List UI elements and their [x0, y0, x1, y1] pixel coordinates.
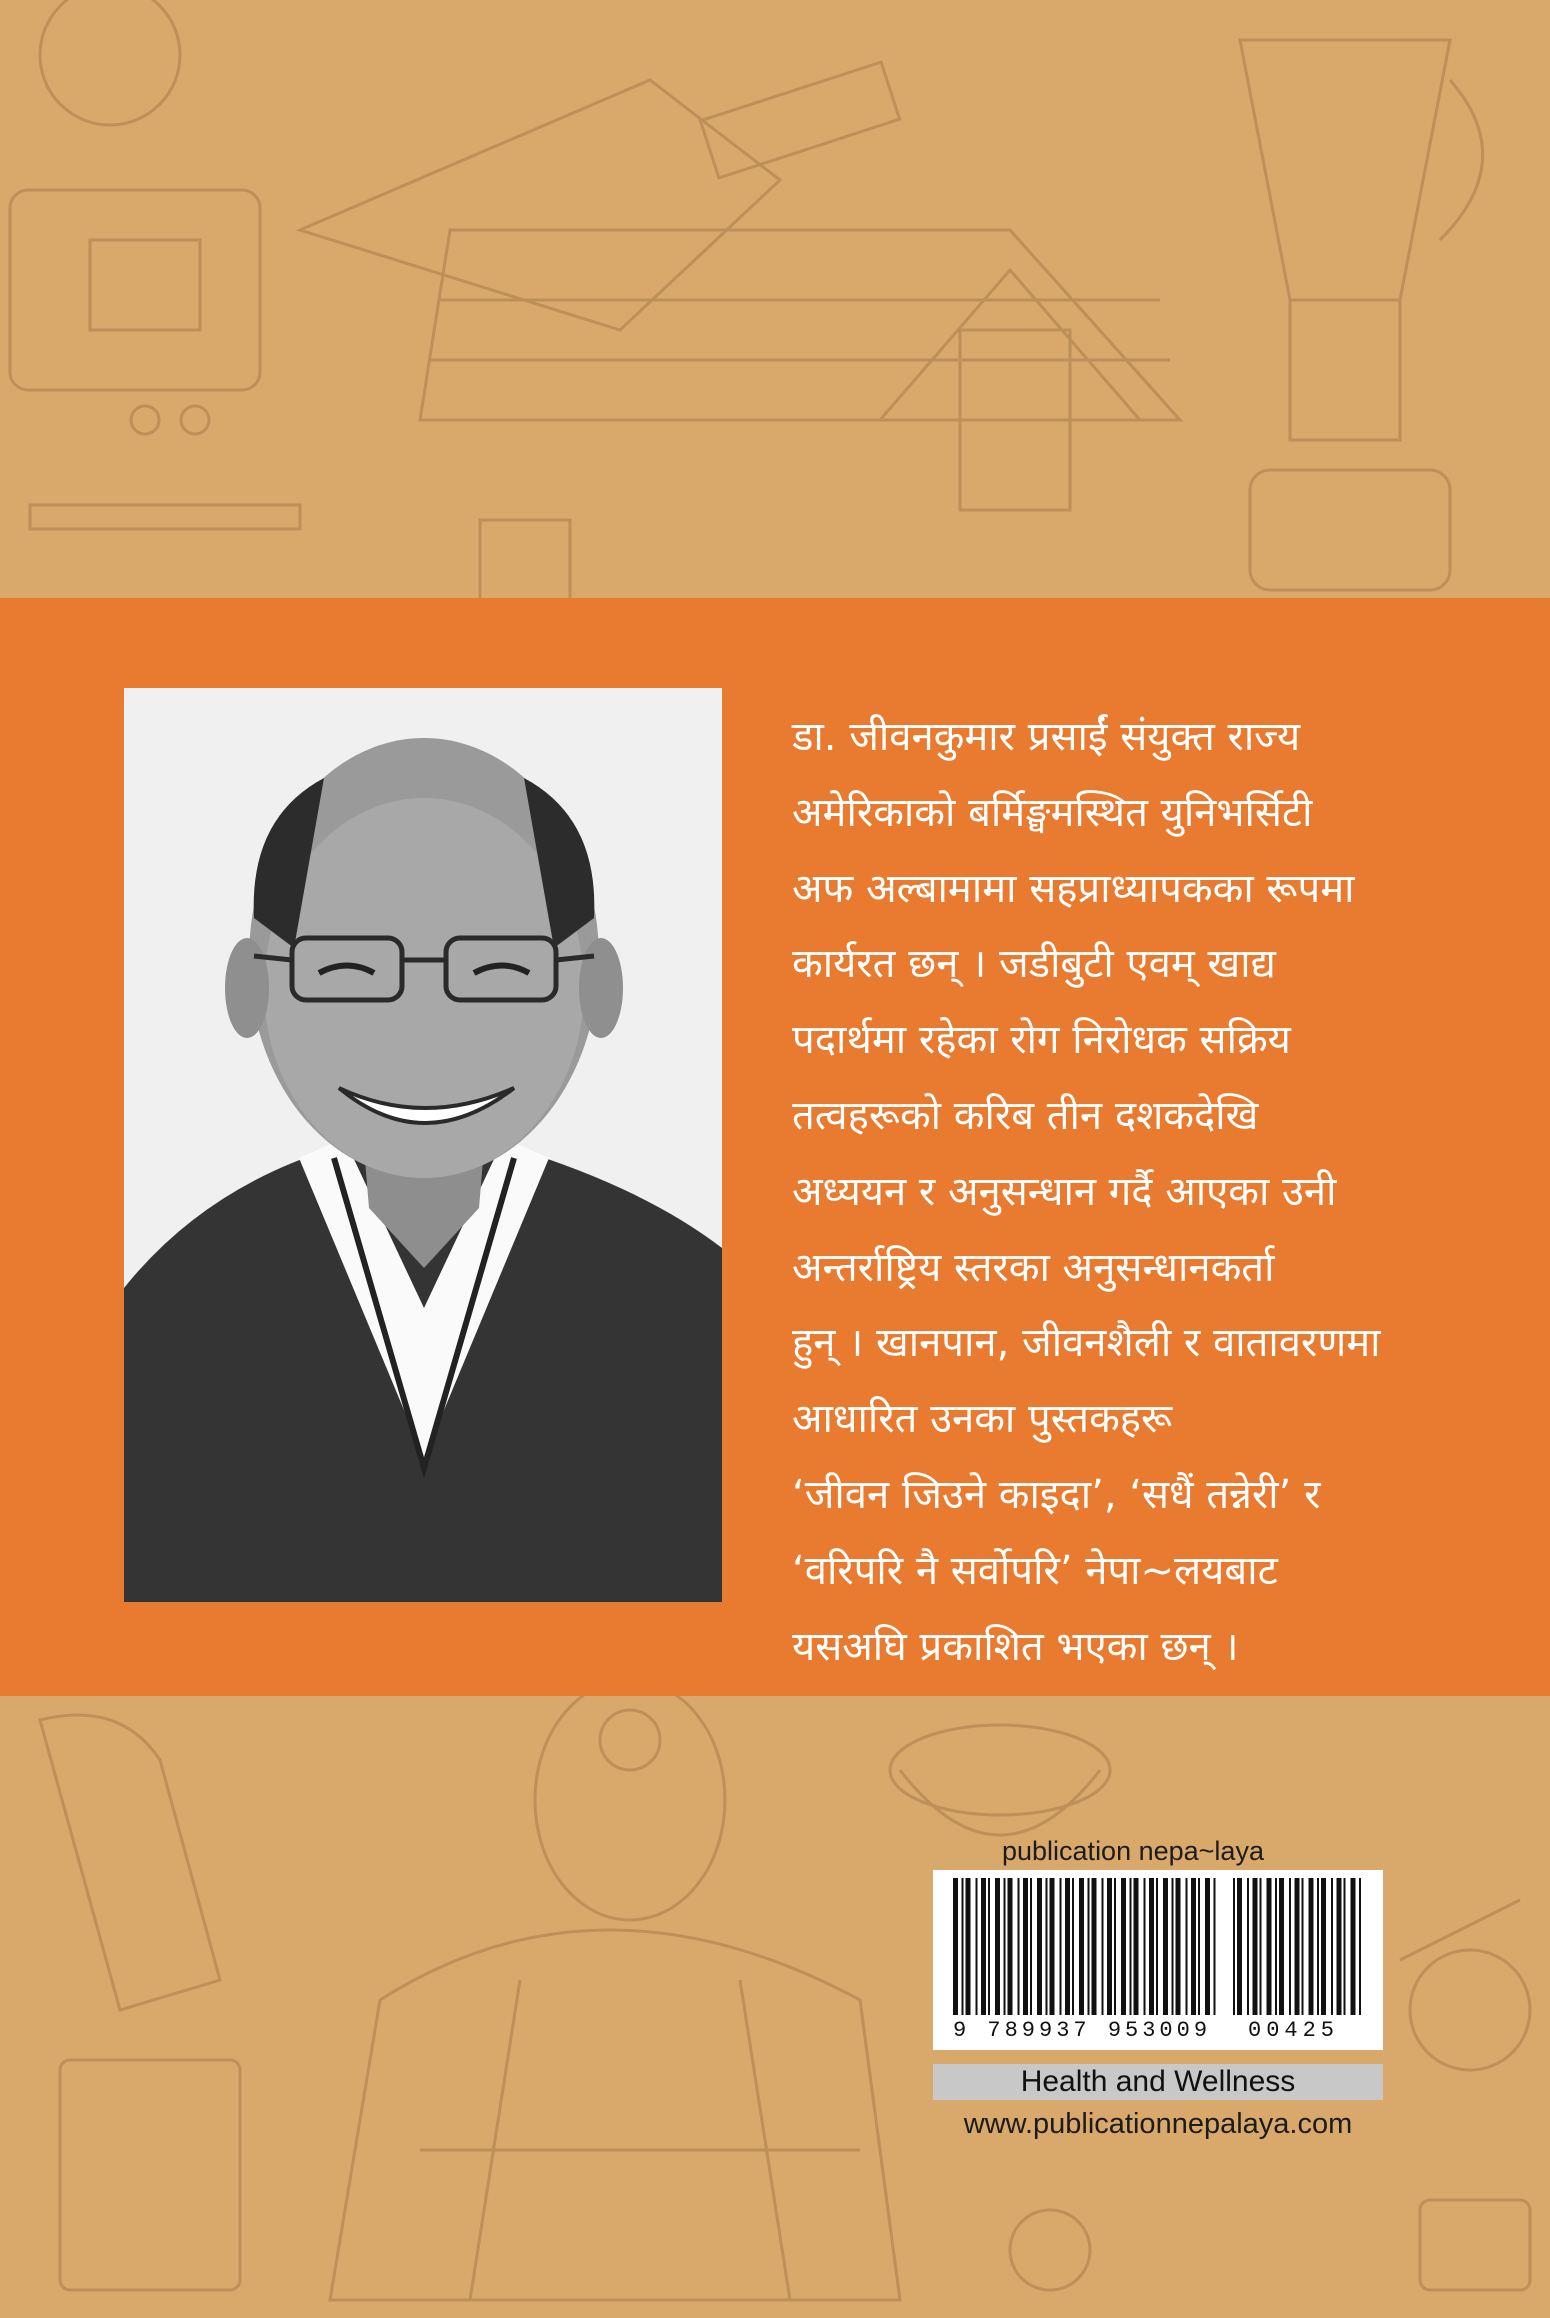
bio-line: अन्तर्राष्ट्रिय स्तरका अनुसन्धानकर्ता	[792, 1244, 1275, 1291]
barcode-bar	[1214, 1878, 1216, 2015]
barcode-bar	[1205, 1878, 1210, 2015]
barcode-bar	[962, 1878, 964, 2015]
bio-line: कार्यरत छन् । जडीबुटी एवम् खाद्य	[792, 941, 1276, 988]
bio-line: अमेरिकाको बर्मिङ्घमस्थित युनिभर्सिटी	[792, 789, 1313, 836]
bio-line: अध्ययन र अनुसन्धान गर्दै आएका उनी	[792, 1168, 1337, 1215]
barcode-bar	[1198, 1878, 1200, 2015]
bio-line: हुन् । खानपान, जीवनशैली र वातावरणमा	[792, 1320, 1381, 1367]
barcode-bar	[1279, 1878, 1284, 2015]
barcode-bar	[981, 1878, 986, 2015]
bio-line: यसअघि प्रकाशित भएका छन् ।	[792, 1623, 1239, 1670]
bio-line: पदार्थमा रहेका रोग निरोधक सक्रिय	[792, 1017, 1291, 1064]
barcode-bar	[1004, 1878, 1006, 2015]
barcode-bar	[1309, 1878, 1314, 2015]
barcode-bar	[1321, 1878, 1326, 2015]
isbn-digits: 9 789937 953009	[953, 2018, 1212, 2043]
barcode-bar	[1030, 1878, 1032, 2015]
bio-line: अफ अल्बामामा सहप्राध्यापकका रूपमा	[792, 865, 1355, 912]
category-label: Health and Wellness	[933, 2064, 1383, 2100]
barcode-bar	[1186, 1878, 1188, 2015]
barcode-bar	[1023, 1878, 1028, 2015]
barcode-bar	[1107, 1878, 1112, 2015]
barcode-bar	[1079, 1878, 1084, 2015]
barcode-bar	[1060, 1878, 1062, 2015]
bio-line: आधारित उनका पुस्तकहरू	[792, 1396, 1173, 1443]
bio-line: ‘जीवन जिउने काइदा’, ‘सधैं तन्नेरी’ र	[792, 1471, 1321, 1518]
barcode-bar	[976, 1878, 978, 2015]
barcode-bar	[1191, 1878, 1196, 2015]
barcode-bar	[1018, 1878, 1020, 2015]
barcode-bar	[1008, 1878, 1013, 2015]
barcode-bar	[1092, 1878, 1097, 2015]
addon-digits: 00425	[1248, 2018, 1340, 2043]
barcode-bar	[1176, 1878, 1181, 2015]
barcode-bar	[1102, 1878, 1104, 2015]
barcode-bar	[1267, 1878, 1272, 2015]
barcode-bar	[1072, 1878, 1074, 2015]
barcode-bar	[1331, 1878, 1333, 2015]
barcode-bar	[995, 1878, 1000, 2015]
website-link[interactable]: www.publicationnepalaya.com	[963, 2108, 1353, 2140]
bio-line: तत्वहरूको करिब तीन दशकदेखि	[792, 1092, 1259, 1139]
barcode-bar	[1130, 1878, 1132, 2015]
barcode-bar	[1065, 1878, 1070, 2015]
bio-line: ‘वरिपरि नै सर्वोपरि’ नेपा~लयबाट	[792, 1547, 1278, 1594]
barcode-bar	[1317, 1878, 1319, 2015]
barcode-bar	[1344, 1878, 1346, 2015]
barcode-bar	[1337, 1878, 1342, 2015]
barcode-bar	[1233, 1878, 1235, 2015]
isbn-barcode	[933, 1870, 1383, 2050]
barcode-bar	[1134, 1878, 1139, 2015]
barcode-bar	[1237, 1878, 1242, 2015]
barcode-bar	[1302, 1878, 1304, 2015]
barcode-bar	[953, 1878, 958, 2015]
barcode-bar	[1289, 1878, 1291, 2015]
barcode-bar	[1172, 1878, 1174, 2015]
barcode-bar	[1351, 1878, 1356, 2015]
barcode-bar	[1046, 1878, 1048, 2015]
publisher-name: publication nepa~laya	[1002, 1836, 1264, 1866]
barcode-bar	[1144, 1878, 1146, 2015]
barcode-bar	[1149, 1878, 1154, 2015]
barcode-bar	[966, 1878, 971, 2015]
barcode-bar	[1037, 1878, 1042, 2015]
barcode-bar	[1275, 1878, 1277, 2015]
author-bio	[792, 700, 1482, 1685]
barcode-bar	[1121, 1878, 1126, 2015]
barcode-bar	[1247, 1878, 1249, 2015]
barcode-bar	[1163, 1878, 1168, 2015]
barcode-bar	[1050, 1878, 1055, 2015]
barcode-bar	[1253, 1878, 1258, 2015]
barcode-bar	[1359, 1878, 1361, 2015]
barcode-bar	[1295, 1878, 1300, 2015]
barcode-bar	[1088, 1878, 1090, 2015]
barcode-bar	[1114, 1878, 1116, 2015]
author-photo	[124, 688, 722, 1602]
barcode-bar	[988, 1878, 990, 2015]
barcode-bar	[1260, 1878, 1262, 2015]
barcode-bar	[1156, 1878, 1158, 2015]
bio-line: डा. जीवनकुमार प्रसाईं संयुक्त राज्य	[792, 714, 1301, 760]
